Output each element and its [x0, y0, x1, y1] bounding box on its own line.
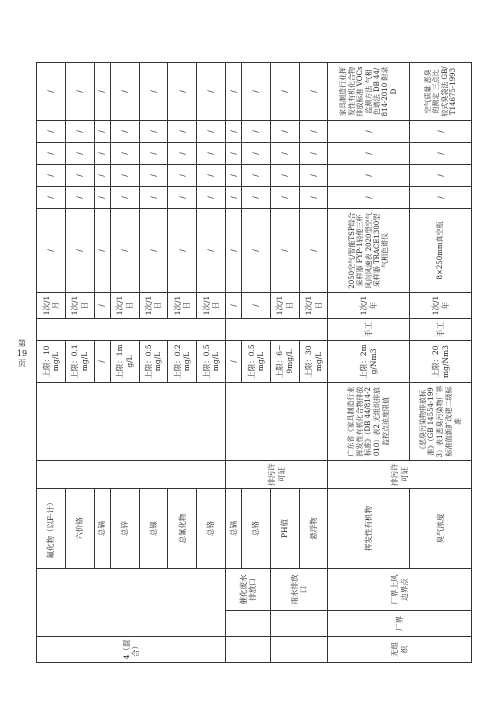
page-number [12, 338, 32, 369]
freq-cell: / [225, 293, 241, 319]
slash-cell: / [110, 187, 139, 209]
empty-cell [37, 461, 226, 489]
limit-cell: 上限：1mg/L [110, 341, 139, 383]
freq-cell: 1次/1月 [37, 293, 66, 319]
empty-cell [225, 611, 270, 637]
slash-cell: / [328, 143, 410, 165]
freq-cell: 1次/1日 [168, 293, 197, 319]
factor-cell: 悬浮物 [299, 489, 328, 569]
slash-cell: / [139, 143, 168, 165]
slash-cell: / [270, 209, 299, 293]
slash-cell: / [225, 143, 241, 165]
slash-cell: / [65, 63, 94, 121]
factor-cell: 臭气浓度 [410, 489, 472, 569]
slash-cell: / [65, 121, 94, 143]
slash-cell: / [168, 143, 197, 165]
slash-cell: / [37, 187, 66, 209]
table-row [37, 63, 66, 663]
slash-cell: / [225, 63, 241, 121]
slash-cell: / [139, 63, 168, 121]
slash-cell: / [65, 165, 94, 187]
slash-cell: / [410, 187, 472, 209]
slash-cell: / [197, 209, 226, 293]
factor-cell: 总铬 [242, 489, 271, 569]
slash-cell: / [168, 165, 197, 187]
table-row [270, 63, 299, 663]
mode-cell: 手工 [328, 319, 410, 341]
table-row [328, 63, 410, 663]
slash-cell: / [168, 63, 197, 121]
freq-cell: / [94, 293, 110, 319]
factor-cell: 总锌 [110, 489, 139, 569]
slash-cell: / [139, 187, 168, 209]
freq-cell: 1次/1日 [270, 293, 299, 319]
factor-cell: PH值 [270, 489, 299, 569]
upwind-point-cell: 厂界上风边界点 [328, 569, 472, 611]
slash-cell: / [197, 187, 226, 209]
empty-cell [225, 319, 328, 341]
factor-cell: 总镍 [139, 489, 168, 569]
limit-cell: 上限：2mg/Nm3 [328, 341, 410, 383]
slash-cell: / [139, 165, 168, 187]
slash-cell: / [168, 187, 197, 209]
slash-cell: / [242, 209, 271, 293]
slash-cell: / [328, 121, 410, 143]
slash-cell: / [410, 165, 472, 187]
slash-cell: / [242, 165, 271, 187]
empty-cell [270, 611, 328, 637]
slash-cell: / [94, 209, 110, 293]
table-row [225, 63, 241, 663]
slash-cell: / [270, 63, 299, 121]
method-cell: 空气质量 恶臭的测定 三点比较式臭袋法 GB/T14675-1993 [410, 63, 472, 121]
freq-cell: 1次/1日 [110, 293, 139, 319]
slash-cell: / [299, 143, 328, 165]
slash-cell: / [65, 187, 94, 209]
limit-cell: 上限：0.5mg/L [197, 341, 226, 383]
slash-cell: / [299, 165, 328, 187]
slash-cell: / [94, 63, 110, 121]
slash-cell: / [225, 121, 241, 143]
instrument-cell: / [37, 209, 66, 293]
empty-cell [270, 637, 328, 663]
factor-cell: 氟化物（以F-计） [37, 489, 66, 569]
empty-cell [37, 569, 226, 637]
factor-cell: 总铬 [197, 489, 226, 569]
slash-cell: / [94, 165, 110, 187]
freq-cell: 1次/1日 [65, 293, 94, 319]
slash-cell: / [299, 209, 328, 293]
rotated-table-wrapper [36, 63, 472, 663]
limit-cell: 上限：30mg/L [299, 341, 328, 383]
limit-cell: 上限：0.5mg/L [242, 341, 271, 383]
factor-cell: 六价铬 [65, 489, 94, 569]
limit-cell: / [225, 341, 241, 383]
slash-cell: / [299, 63, 328, 121]
plant-boundary-cell: 厂界 [328, 611, 472, 637]
slash-cell: / [410, 121, 472, 143]
freq-cell: 1次/1日 [299, 293, 328, 319]
factor-cell: 挥发性有机物 [328, 489, 410, 569]
slash-cell: / [270, 187, 299, 209]
slash-cell: / [139, 209, 168, 293]
slash-cell: / [270, 165, 299, 187]
slash-cell: / [110, 209, 139, 293]
permit-cell: 排污许可证 [328, 461, 472, 489]
slash-cell: / [242, 63, 271, 121]
limit-cell: 上限：10mg/L [37, 341, 66, 383]
slash-cell: / [94, 187, 110, 209]
instrument-cell: 8×250mm真空瓶 [410, 209, 472, 293]
freq-cell: / [242, 293, 271, 319]
slash-cell: / [168, 209, 197, 293]
mode-cell: 手工 [410, 319, 472, 341]
outlet-cell: 催化废水排放口 [225, 569, 270, 611]
standard-cell: 《恶臭污染物排放标准》（GB 14554-1993）表1恶臭污染物厂界标准值新扩改建二级标准 [410, 383, 472, 461]
method-cell: 家具制造行业挥发性有机化合物排放标准 VOCs监测方法 气相色谱法 DB 44/814-2010 附录D [328, 63, 410, 121]
slash-cell: / [197, 121, 226, 143]
slash-cell: / [328, 187, 410, 209]
monitoring-table [36, 62, 472, 663]
method-cell: / [37, 63, 66, 121]
slash-cell: / [37, 121, 66, 143]
freq-cell: 1次/1日 [139, 293, 168, 319]
slash-cell: / [242, 187, 271, 209]
freq-cell: 1次/1日 [197, 293, 226, 319]
slash-cell: / [197, 165, 226, 187]
slash-cell: / [242, 121, 271, 143]
empty-cell [37, 319, 226, 341]
instrument-cell: 2050空气/智能TSP综合采样器 FYP-1轻便三杯风向风速表 2020型空气采样器 TRACE1300型气相色谱仪 [328, 209, 410, 293]
slash-cell: / [94, 143, 110, 165]
slash-cell: / [94, 121, 110, 143]
factor-cell: 总镉 [225, 489, 241, 569]
slash-cell: / [299, 187, 328, 209]
slash-cell: / [197, 63, 226, 121]
permit-cell: 排污许可证 [225, 461, 328, 489]
empty-cell [37, 383, 226, 461]
page-number-prefix: 第 [18, 339, 26, 348]
slash-cell: / [110, 143, 139, 165]
row-number-cell: 4（混合） [37, 637, 226, 663]
outlet-cell: 雨水排放口 [270, 569, 328, 611]
freq-cell: 1次/1年 [328, 293, 410, 319]
slash-cell: / [197, 143, 226, 165]
slash-cell: / [139, 121, 168, 143]
limit-cell: / [94, 341, 110, 383]
slash-cell: / [110, 63, 139, 121]
empty-cell [225, 637, 270, 663]
slash-cell: / [37, 165, 66, 187]
slash-cell: / [110, 165, 139, 187]
freq-cell: 1次/1年 [410, 293, 472, 319]
factor-cell: 总氰化物 [168, 489, 197, 569]
page-number-suffix: 页 [18, 359, 26, 368]
slash-cell: / [65, 143, 94, 165]
empty-cell [225, 383, 328, 461]
slash-cell: / [168, 121, 197, 143]
slash-cell: / [225, 187, 241, 209]
limit-cell: 上限：0.1mg/L [65, 341, 94, 383]
slash-cell: / [328, 165, 410, 187]
slash-cell: / [65, 209, 94, 293]
slash-cell: / [110, 121, 139, 143]
unorganized-cell: 无组织 [328, 637, 472, 663]
slash-cell: / [299, 121, 328, 143]
page-number-value: 19 [16, 349, 28, 358]
limit-cell: 上限：6~9mg/L [270, 341, 299, 383]
slash-cell: / [37, 143, 66, 165]
slash-cell: / [225, 165, 241, 187]
slash-cell: / [410, 143, 472, 165]
slash-cell: / [270, 121, 299, 143]
slash-cell: / [270, 143, 299, 165]
limit-cell: 上限：0.2mg/L [168, 341, 197, 383]
standard-cell: 广东省《家具制造行业挥发性有机化合物排放标准》（DB 44/814-2010）表2 无组织排放监控点浓度限值 [328, 383, 410, 461]
limit-cell: 上限：20mg/Nm3 [410, 341, 472, 383]
slash-cell: / [242, 143, 271, 165]
slash-cell: / [225, 209, 241, 293]
limit-cell: 上限：0.5mg/L [139, 341, 168, 383]
factor-cell: 总镉 [94, 489, 110, 569]
